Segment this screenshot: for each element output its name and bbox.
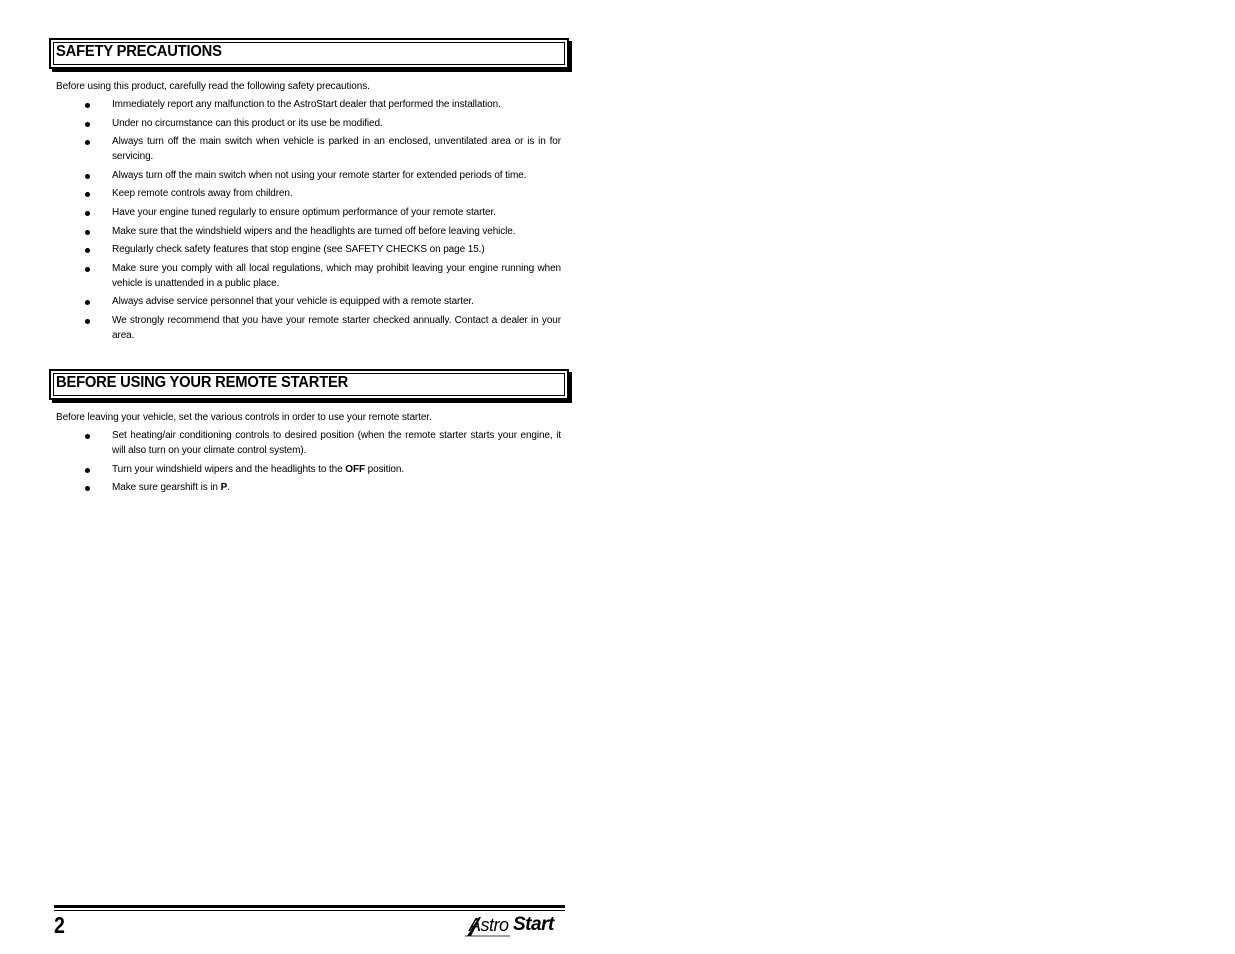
list-item: Immediately report any malfunction to the AstroStart dealer that performed the installation. xyxy=(80,97,561,112)
list-item: Turn your windshield wipers and the headlights to the OFF position. xyxy=(80,462,561,477)
before-using-intro: Before leaving your vehicle, set the various controls in order to use your remote starter. xyxy=(56,412,432,423)
bullet-icon xyxy=(85,248,90,253)
logo-text-astro: Astro xyxy=(469,915,509,935)
list-item: Always advise service personnel that your vehicle is equipped with a remote starter. xyxy=(80,294,561,309)
list-item: Make sure you comply with all local regulations, which may prohibit leaving your engine running when vehicle is unattended in a public place. xyxy=(80,261,561,291)
list-item: Keep remote controls away from children. xyxy=(80,186,561,201)
bullet-icon xyxy=(85,434,90,439)
safety-precautions-list xyxy=(80,97,561,347)
bullet-icon xyxy=(85,300,90,305)
before-using-header xyxy=(49,369,569,400)
list-item: Under no circumstance can this product or its use be modified. xyxy=(80,116,561,131)
before-using-list xyxy=(80,428,561,499)
list-item: Make sure that the windshield wipers and the headlights are turned off before leaving vehicle. xyxy=(80,224,561,239)
bullet-icon xyxy=(85,319,90,324)
logo-text-start: Start xyxy=(513,914,554,935)
list-item: Always turn off the main switch when not using your remote starter for extended periods of time. xyxy=(80,168,561,183)
list-item: Have your engine tuned regularly to ensure optimum performance of your remote starter. xyxy=(80,205,561,220)
bullet-icon xyxy=(85,140,90,145)
footer-rule-thin xyxy=(54,910,565,911)
bullet-icon xyxy=(85,103,90,108)
bullet-icon xyxy=(85,267,90,272)
section-title: SAFETY PRECAUTIONS xyxy=(56,43,222,60)
bullet-icon xyxy=(85,211,90,216)
list-item: Regularly check safety features that stop engine (see SAFETY CHECKS on page 15.) xyxy=(80,242,561,257)
list-item: Set heating/air conditioning controls to desired position (when the remote starter starts your engine, it will also turn on your climate control system). xyxy=(80,428,561,458)
bullet-icon xyxy=(85,468,90,473)
list-item: Make sure gearshift is in P. xyxy=(80,480,561,495)
safety-precautions-header xyxy=(49,38,569,69)
bullet-icon xyxy=(85,230,90,235)
page-number: 2 xyxy=(54,912,65,938)
safety-precautions-intro: Before using this product, carefully read the following safety precautions. xyxy=(56,81,370,92)
bullet-icon xyxy=(85,192,90,197)
footer-rule xyxy=(54,905,565,908)
bullet-icon xyxy=(85,486,90,491)
astrostart-logo xyxy=(465,914,565,938)
section-title: BEFORE USING YOUR REMOTE STARTER xyxy=(56,374,349,391)
bullet-icon xyxy=(85,122,90,127)
bullet-icon xyxy=(85,174,90,179)
list-item: We strongly recommend that you have your remote starter checked annually. Contact a dealer in your area. xyxy=(80,313,561,343)
list-item: Always turn off the main switch when vehicle is parked in an enclosed, unventilated area or is in for servicing. xyxy=(80,134,561,164)
